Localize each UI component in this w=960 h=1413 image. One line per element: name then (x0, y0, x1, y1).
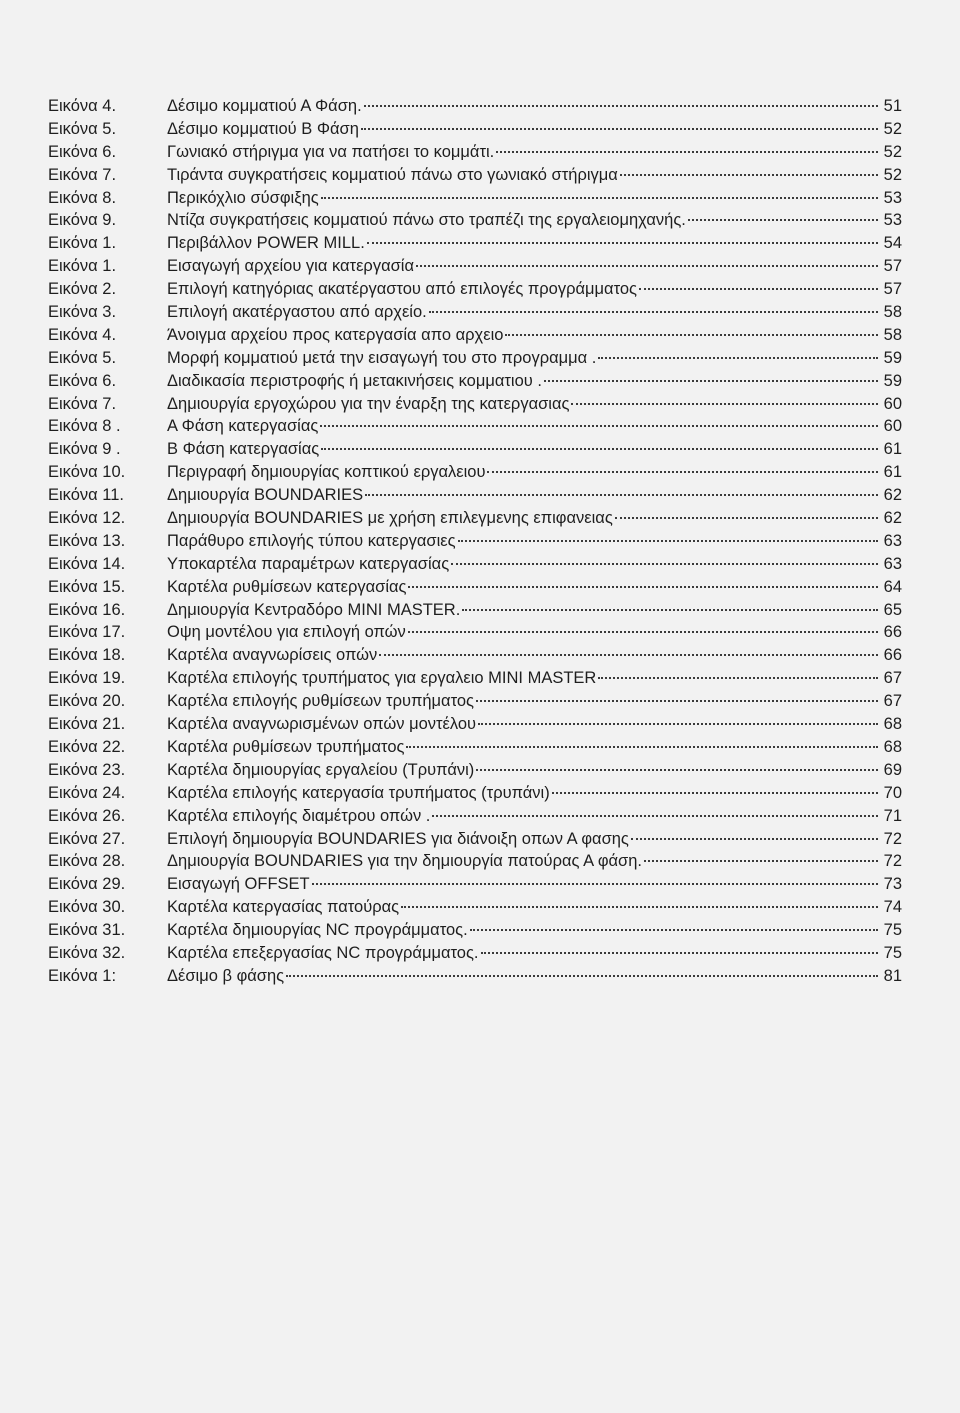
page-number: 66 (883, 623, 902, 642)
figure-label: Εικόνα 5. (48, 348, 117, 367)
figure-label: Εικόνα 7. (48, 165, 117, 184)
page-number: 58 (883, 325, 902, 344)
figure-title: Επιλογή δημιουργία BOUNDARIES για διάνοιξη οπων Α φασης (167, 829, 629, 848)
figure-label: Εικόνα 29. (48, 875, 126, 894)
toc-entry (48, 393, 902, 416)
toc-entry (48, 576, 902, 599)
figure-label: Εικόνα 31. (48, 921, 126, 940)
figure-title: Καρτέλα δημιουργίας NC προγράμματος. (167, 921, 468, 940)
figure-title: Περιγραφή δημιουργίας κοπτικού εργαλειου (167, 463, 486, 482)
figure-title: Δημιουργία BOUNDARIES για την δημιουργία πατούρας Α φάση. (167, 852, 642, 871)
figure-title: Υποκαρτέλα παραμέτρων κατεργασίας (167, 554, 450, 573)
page-number: 63 (883, 554, 902, 573)
page-number: 60 (883, 394, 902, 413)
toc-entry (48, 896, 902, 919)
figure-label: Εικόνα 15. (48, 577, 126, 596)
toc-entry (48, 347, 902, 370)
page-number: 68 (883, 737, 902, 756)
figure-title: Δέσιμο κομματιού Β Φάση (167, 119, 359, 138)
page-number: 57 (883, 280, 902, 299)
dot-leader (598, 677, 878, 679)
dot-leader (481, 952, 878, 954)
figure-title: Άνοιγμα αρχείου προς κατεργασία απο αρχειο (167, 325, 504, 344)
toc-entry (48, 828, 902, 851)
page-number: 59 (883, 348, 902, 367)
dot-leader (639, 288, 878, 290)
page-number: 67 (883, 692, 902, 711)
page-number: 75 (883, 921, 902, 940)
dot-leader (478, 723, 878, 725)
figure-title: Δέσιμο β φάσης (167, 966, 285, 985)
toc-entry (48, 370, 902, 393)
toc-entry (48, 621, 902, 644)
page-number: 81 (883, 966, 902, 985)
figure-title: Καρτέλα κατεργασίας πατούρας (167, 898, 400, 917)
toc-entry (48, 95, 902, 118)
toc-entry (48, 255, 902, 278)
toc-entry (48, 599, 902, 622)
dot-leader (487, 471, 878, 473)
figure-label: Εικόνα 30. (48, 898, 126, 917)
page-number: 52 (883, 165, 902, 184)
figure-label: Εικόνα 21. (48, 715, 126, 734)
page-number: 52 (883, 119, 902, 138)
figure-title: Δημιουργία Κεντραδόρο MINI MASTER. (167, 600, 461, 619)
dot-leader (406, 746, 878, 748)
dot-leader (321, 448, 878, 450)
toc-entry (48, 919, 902, 942)
figure-title: Καρτέλα επιλογής τρυπήματος για εργαλειο MINI MASTER (167, 669, 597, 688)
figure-label: Εικόνα 2. (48, 280, 117, 299)
toc-entry (48, 507, 902, 530)
toc-entry (48, 644, 902, 667)
dot-leader (462, 609, 878, 611)
dot-leader (367, 242, 878, 244)
toc-entry (48, 324, 902, 347)
figure-label: Εικόνα 16. (48, 600, 126, 619)
figure-title: Εισαγωγή αρχείου για κατεργασία (167, 257, 414, 276)
page-number: 51 (883, 97, 902, 115)
page-number: 73 (883, 875, 902, 894)
figure-label: Εικόνα 8 . (48, 417, 121, 436)
dot-leader (620, 174, 878, 176)
figure-label: Εικόνα 1. (48, 234, 117, 253)
toc-entry (48, 438, 902, 461)
figure-label: Εικόνα 23. (48, 760, 126, 779)
figure-label: Εικόνα 9. (48, 211, 117, 230)
page-number: 70 (883, 783, 902, 802)
figure-label: Εικόνα 3. (48, 303, 117, 322)
figure-label: Εικόνα 6. (48, 371, 117, 390)
page-number: 53 (883, 211, 902, 230)
figure-label: Εικόνα 8. (48, 188, 117, 207)
page-number: 72 (883, 829, 902, 848)
figure-title: Γωνιακό στήριγμα για να πατήσει το κομμάτι. (167, 142, 495, 161)
dot-leader (286, 975, 878, 977)
figure-label: Εικόνα 7. (48, 394, 117, 413)
figure-label: Εικόνα 9 . (48, 440, 121, 459)
dot-leader (312, 883, 878, 885)
dot-leader (571, 403, 878, 405)
page-number: 53 (883, 188, 902, 207)
toc-entry (48, 187, 902, 210)
dot-leader (644, 860, 878, 862)
dot-leader (615, 517, 878, 519)
figure-title: Καρτέλα ρυθμίσεων τρυπήματος (167, 737, 405, 756)
dot-leader (401, 906, 878, 908)
dot-leader (321, 197, 878, 199)
dot-leader (361, 128, 878, 130)
dot-leader (364, 105, 878, 107)
page-number: 72 (883, 852, 902, 871)
toc-entry (48, 484, 902, 507)
figure-title: Καρτέλα επεξεργασίας NC προγράμματος. (167, 943, 479, 962)
toc-entry (48, 713, 902, 736)
toc-entry (48, 118, 902, 141)
toc-entry (48, 301, 902, 324)
toc-entry (48, 782, 902, 805)
figure-label: Εικόνα 20. (48, 692, 126, 711)
figure-title: Καρτέλα επιλογής κατεργασία τρυπήματος (τρυπάνι) (167, 783, 550, 802)
toc-entry (48, 278, 902, 301)
dot-leader (451, 563, 878, 565)
figure-title: Παράθυρο επιλογής τύπου κατεργασιες (167, 531, 456, 550)
toc-entry (48, 736, 902, 759)
figure-label: Εικόνα 1. (48, 257, 117, 276)
figure-label: Εικόνα 1: (48, 966, 117, 985)
figure-label: Εικόνα 12. (48, 509, 126, 528)
dot-leader (688, 219, 878, 221)
page-number: 74 (883, 898, 902, 917)
dot-leader (552, 792, 878, 794)
toc-entry (48, 805, 902, 828)
toc-entry (48, 141, 902, 164)
figure-label: Εικόνα 18. (48, 646, 126, 665)
page-number: 62 (883, 509, 902, 528)
page-number: 68 (883, 715, 902, 734)
toc-entry (48, 164, 902, 187)
toc-entry (48, 942, 902, 965)
page-number: 60 (883, 417, 902, 436)
figure-title: Δημιουργία BOUNDARIES με χρήση επιλεγμενης επιφανειας (167, 509, 613, 528)
toc-entry (48, 690, 902, 713)
figure-label: Εικόνα 28. (48, 852, 126, 871)
figure-title: Α Φάση κατεργασίας (167, 417, 319, 436)
figure-label: Εικόνα 14. (48, 554, 126, 573)
list-of-figures (48, 95, 902, 988)
page-number: 61 (883, 463, 902, 482)
page-number: 59 (883, 371, 902, 390)
dot-leader (416, 265, 878, 267)
figure-label: Εικόνα 13. (48, 531, 126, 550)
toc-entry (48, 850, 902, 873)
figure-label: Εικόνα 24. (48, 783, 126, 802)
dot-leader (631, 838, 878, 840)
figure-label: Εικόνα 10. (48, 463, 126, 482)
page-number: 61 (883, 440, 902, 459)
figure-title: Διαδικασία περιστροφής ή μετακινήσεις κομματιου . (167, 371, 542, 390)
toc-entry (48, 873, 902, 896)
figure-title: Ντίζα συγκρατήσεις κομματιού πάνω στο τραπέζι της εργαλειομηχανής. (167, 211, 686, 230)
dot-leader (476, 700, 878, 702)
page-number: 63 (883, 531, 902, 550)
dot-leader (496, 151, 878, 153)
dot-leader (432, 815, 878, 817)
page-number: 57 (883, 257, 902, 276)
figure-title: Δημιουργία εργοχώρου για την έναρξη της κατεργασιας (167, 394, 570, 413)
figure-title: Καρτέλα επιλογής ρυθμίσεων τρυπήματος (167, 692, 474, 711)
figure-label: Εικόνα 32. (48, 943, 126, 962)
figure-label: Εικόνα 17. (48, 623, 126, 642)
figure-label: Εικόνα 27. (48, 829, 126, 848)
page-number: 58 (883, 303, 902, 322)
figure-title: Επιλογή κατηγόριας ακατέργαστου από επιλογές προγράμματος (167, 280, 638, 299)
figure-title: Δέσιμο κομματιού Α Φάση. (167, 97, 362, 115)
toc-entry (48, 667, 902, 690)
dot-leader (408, 586, 878, 588)
figure-label: Εικόνα 6. (48, 142, 117, 161)
figure-label: Εικόνα 4. (48, 325, 117, 344)
figure-label: Εικόνα 22. (48, 737, 126, 756)
page-number: 67 (883, 669, 902, 688)
dot-leader (598, 357, 878, 359)
toc-entry (48, 965, 902, 988)
page-number: 66 (883, 646, 902, 665)
figure-title: Εισαγωγή OFFSET (167, 875, 310, 894)
toc-entry (48, 759, 902, 782)
figure-label: Εικόνα 26. (48, 806, 126, 825)
figure-label: Εικόνα 5. (48, 119, 117, 138)
figure-title: Καρτέλα αναγνωρίσεις οπών (167, 646, 378, 665)
figure-title: Β Φάση κατεργασίας (167, 440, 320, 459)
dot-leader (505, 334, 878, 336)
dot-leader (429, 311, 878, 313)
toc-entry (48, 232, 902, 255)
figure-title: Επιλογή ακατέργαστου από αρχείο. (167, 303, 427, 322)
figure-title: Καρτέλα επιλογής διαμέτρου οπών . (167, 806, 431, 825)
figure-title: Οψη μοντέλου για επιλογή οπών (167, 623, 406, 642)
figure-title: Καρτέλα ρυθμίσεων κατεργασίας (167, 577, 407, 596)
dot-leader (320, 425, 878, 427)
toc-entry (48, 553, 902, 576)
toc-entry (48, 530, 902, 553)
figure-title: Περιβάλλον POWER MILL. (167, 234, 365, 253)
dot-leader (408, 631, 878, 633)
dot-leader (365, 494, 878, 496)
toc-entry (48, 461, 902, 484)
toc-entry (48, 415, 902, 438)
figure-label: Εικόνα 11. (48, 486, 124, 505)
page-number: 71 (883, 806, 902, 825)
page-number: 52 (883, 142, 902, 161)
dot-leader (476, 769, 878, 771)
figure-title: Τιράντα συγκρατήσεις κομματιού πάνω στο γωνιακό στήριγμα (167, 165, 618, 184)
figure-label: Εικόνα 19. (48, 669, 126, 688)
dot-leader (458, 540, 878, 542)
page-number: 54 (883, 234, 902, 253)
dot-leader (470, 929, 878, 931)
dot-leader (544, 380, 878, 382)
figure-title: Καρτέλα αναγνωρισμένων οπών μοντέλου (167, 715, 477, 734)
figure-title: Δημιουργία BOUNDARIES (167, 486, 364, 505)
figure-label: Εικόνα 4. (48, 97, 117, 115)
toc-entry (48, 209, 902, 232)
page-number: 69 (883, 760, 902, 779)
figure-title: Καρτέλα δημιουργίας εργαλείου (Τρυπάνι) (167, 760, 475, 779)
page-number: 65 (883, 600, 902, 619)
figure-title: Περικόχλιο σύσφιξης (167, 188, 319, 207)
page-number: 64 (883, 577, 902, 596)
dot-leader (379, 654, 878, 656)
figure-title: Μορφή κομματιού μετά την εισαγωγή του στο προγραμμα . (167, 348, 597, 367)
page-number: 75 (883, 943, 902, 962)
page-number: 62 (883, 486, 902, 505)
